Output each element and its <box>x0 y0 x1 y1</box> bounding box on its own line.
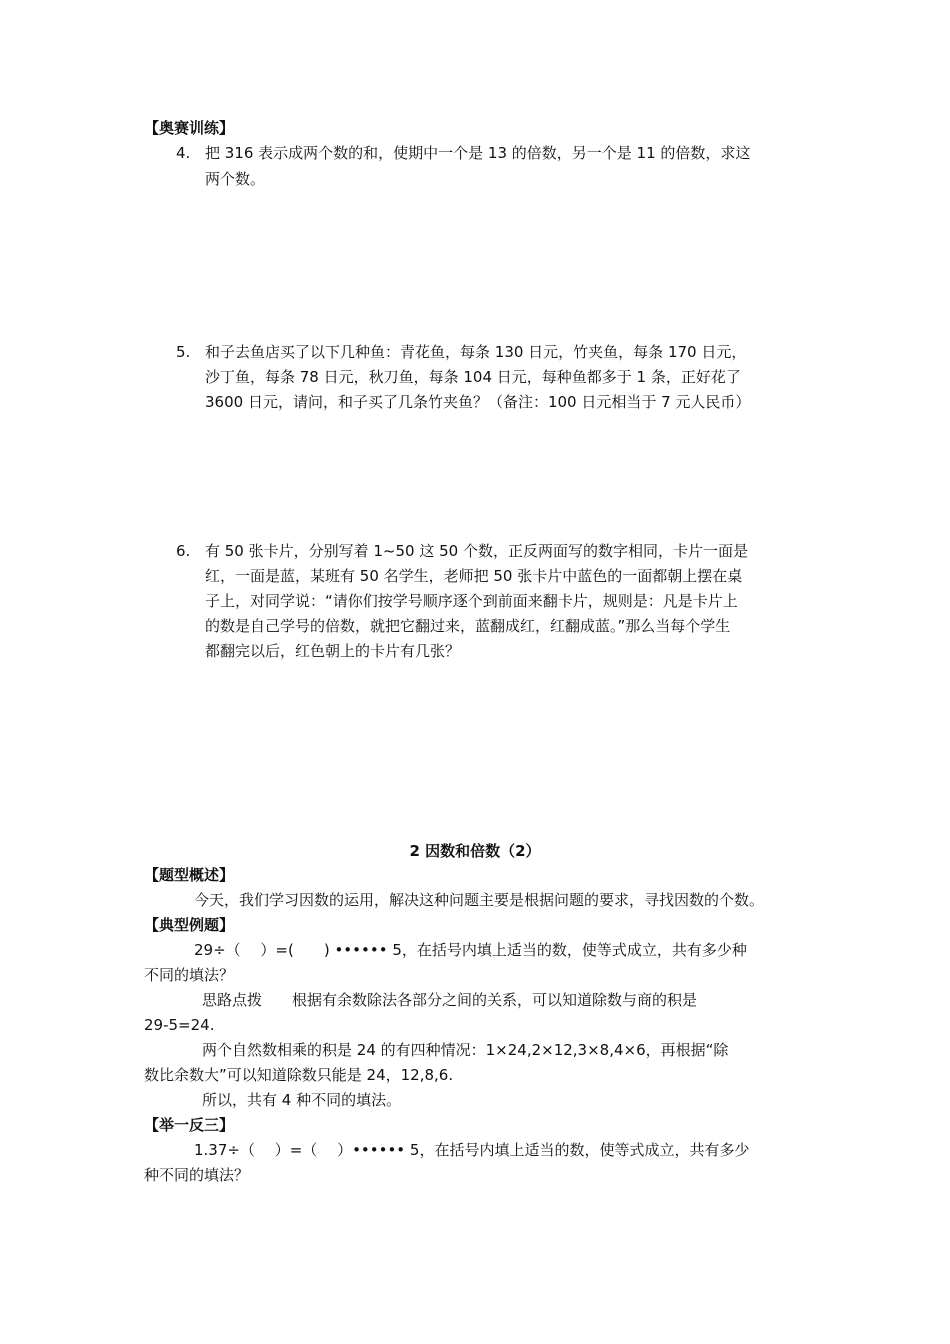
problem-5-line-3: 3600 日元，请问，和子买了几条竹夹鱼？（备注：100 日元相当于 7 元人民币） <box>205 393 751 411</box>
problem-6-line-1: 有 50 张卡片，分别写着 1~50 这 50 个数，正反两面写的数字相同，卡片一面是 <box>205 542 748 560</box>
example-line-1: 29÷（ ）=( ) •••••• 5，在括号内填上适当的数，使等式成立，共有多少种 <box>194 941 747 959</box>
problem-5-number: 5. <box>176 343 191 361</box>
problem-5-line-1: 和子去鱼店买了以下几种鱼：青花鱼，每条 130 日元，竹夹鱼，每条 170 日元， <box>205 343 747 361</box>
section-title: 2 因数和倍数（2） <box>409 842 541 860</box>
problem-6-line-3: 子上，对同学说：“请你们按学号顺序逐个到前面来翻卡片，规则是：凡是卡片上 <box>205 592 738 610</box>
overview-header: 【题型概述】 <box>144 866 235 884</box>
problem-4-line-1: 把 316 表示成两个数的和，使期中一个是 13 的倍数，另一个是 11 的倍数，求这 <box>205 144 751 162</box>
analysis-line-1: 两个自然数相乘的积是 24 的有四种情况：1×24,2×12,3×8,4×6，再根据“除 <box>202 1041 729 1059</box>
overview-text: 今天，我们学习因数的运用，解决这种问题主要是根据问题的要求，寻找因数的个数。 <box>194 891 765 909</box>
example-header: 【典型例题】 <box>144 916 235 934</box>
problem-4-number: 4. <box>176 144 191 162</box>
problem-4-line-2: 两个数。 <box>205 170 266 188</box>
hint-line-1: 思路点拨 根据有余数除法各部分之间的关系，可以知道除数与商的积是 <box>202 991 698 1009</box>
analysis-line-2: 数比余数大”可以知道除数只能是 24，12,8,6. <box>144 1066 454 1084</box>
training-header: 【奥赛训练】 <box>144 119 235 137</box>
practice-line-1: 1.37÷（ ）=（ ）•••••• 5，在括号内填上适当的数，使等式成立，共有多少 <box>194 1141 750 1159</box>
practice-line-2: 种不同的填法？ <box>144 1166 250 1184</box>
problem-6-number: 6. <box>176 542 191 560</box>
problem-5-line-2: 沙丁鱼，每条 78 日元，秋刀鱼，每条 104 日元，每种鱼都多于 1 条，正好花了 <box>205 368 741 386</box>
example-line-2: 不同的填法？ <box>144 966 235 984</box>
conclusion-text: 所以，共有 4 种不同的填法。 <box>202 1091 402 1109</box>
problem-6-line-5: 都翻完以后，红色朝上的卡片有几张？ <box>205 642 461 660</box>
practice-header: 【举一反三】 <box>144 1116 235 1134</box>
problem-6-line-4: 的数是自己学号的倍数，就把它翻过来，蓝翻成红，红翻成蓝。”那么当每个学生 <box>205 617 731 635</box>
hint-line-2: 29-5=24. <box>144 1016 215 1034</box>
problem-6-line-2: 红，一面是蓝，某班有 50 名学生，老师把 50 张卡片中蓝色的一面都朝上摆在桌 <box>205 567 743 585</box>
